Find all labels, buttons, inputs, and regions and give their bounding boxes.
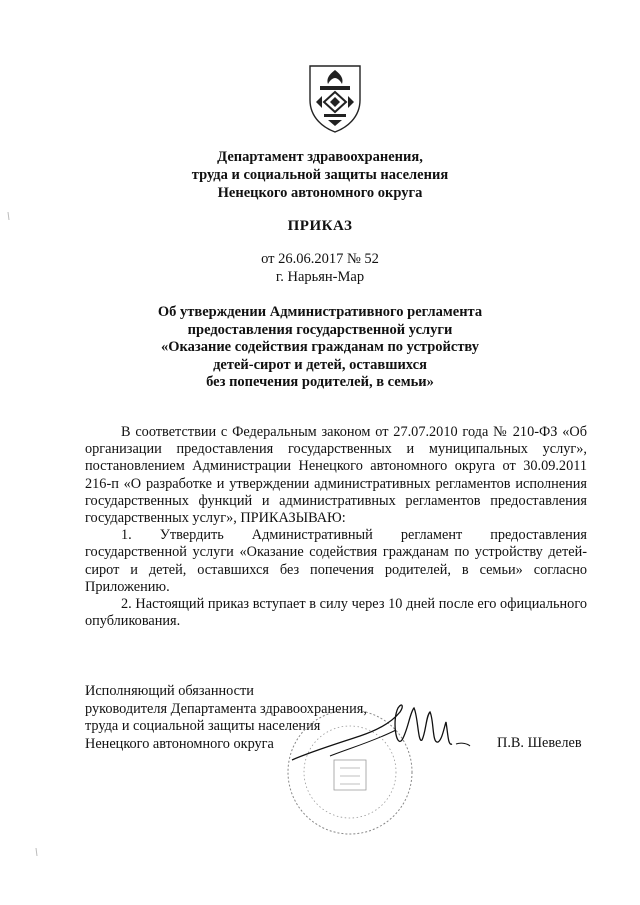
subject-line: детей-сирот и детей, оставшихся — [213, 356, 427, 373]
org-line: труда и социальной защиты населения — [191, 167, 449, 183]
position-line: Исполняющий обязанности — [85, 683, 254, 699]
org-line: Ненецкого автономного округа — [217, 185, 423, 201]
order-date-number: от 26.06.2017 № 52 — [261, 251, 379, 267]
position-line: Ненецкого автономного округа — [85, 735, 274, 752]
order-item-1: 1. Утвердить Административный регламент предоставления государственной услуги «Оказание содействия гражданам по устройству детей-сирот и детей, оставшихся без попечения родителей, в семьи» согласно Приложению. — [85, 527, 587, 595]
signatory-name: П.В. Шевелев — [497, 735, 582, 751]
subject-line: Об утверждении Административного регламента — [157, 304, 483, 320]
order-title: ПРИКАЗ — [287, 218, 353, 234]
order-item-2: 2. Настоящий приказ вступает в силу через 10 дней после его официального опубликования. — [85, 596, 587, 630]
subject-line: «Оказание содействия гражданам по устройству — [160, 339, 480, 355]
position-line: труда и социальной защиты населения — [85, 718, 321, 734]
subject-line: без попечения родителей, в семьи» — [206, 374, 434, 390]
org-line: Департамент здравоохранения, — [217, 149, 423, 165]
subject-line: предоставления государственной услуги — [187, 321, 453, 338]
order-city: г. Нарьян-Мар — [275, 269, 365, 285]
preamble-paragraph: В соответствии с Федеральным законом от 27.07.2010 года № 210-ФЗ «Об организации предоставления государственных и муниципальных услуг», постановлением Администрации Ненецкого автономного округа от 30.09.2011 216-п «О разработке и утверждении административных регламентов исполнения государственных функций и административных регламентов предоставления государственных услуг», ПРИКАЗЫВАЮ: — [85, 424, 587, 527]
position-line: руководителя Департамента здравоохранения, — [85, 700, 367, 717]
